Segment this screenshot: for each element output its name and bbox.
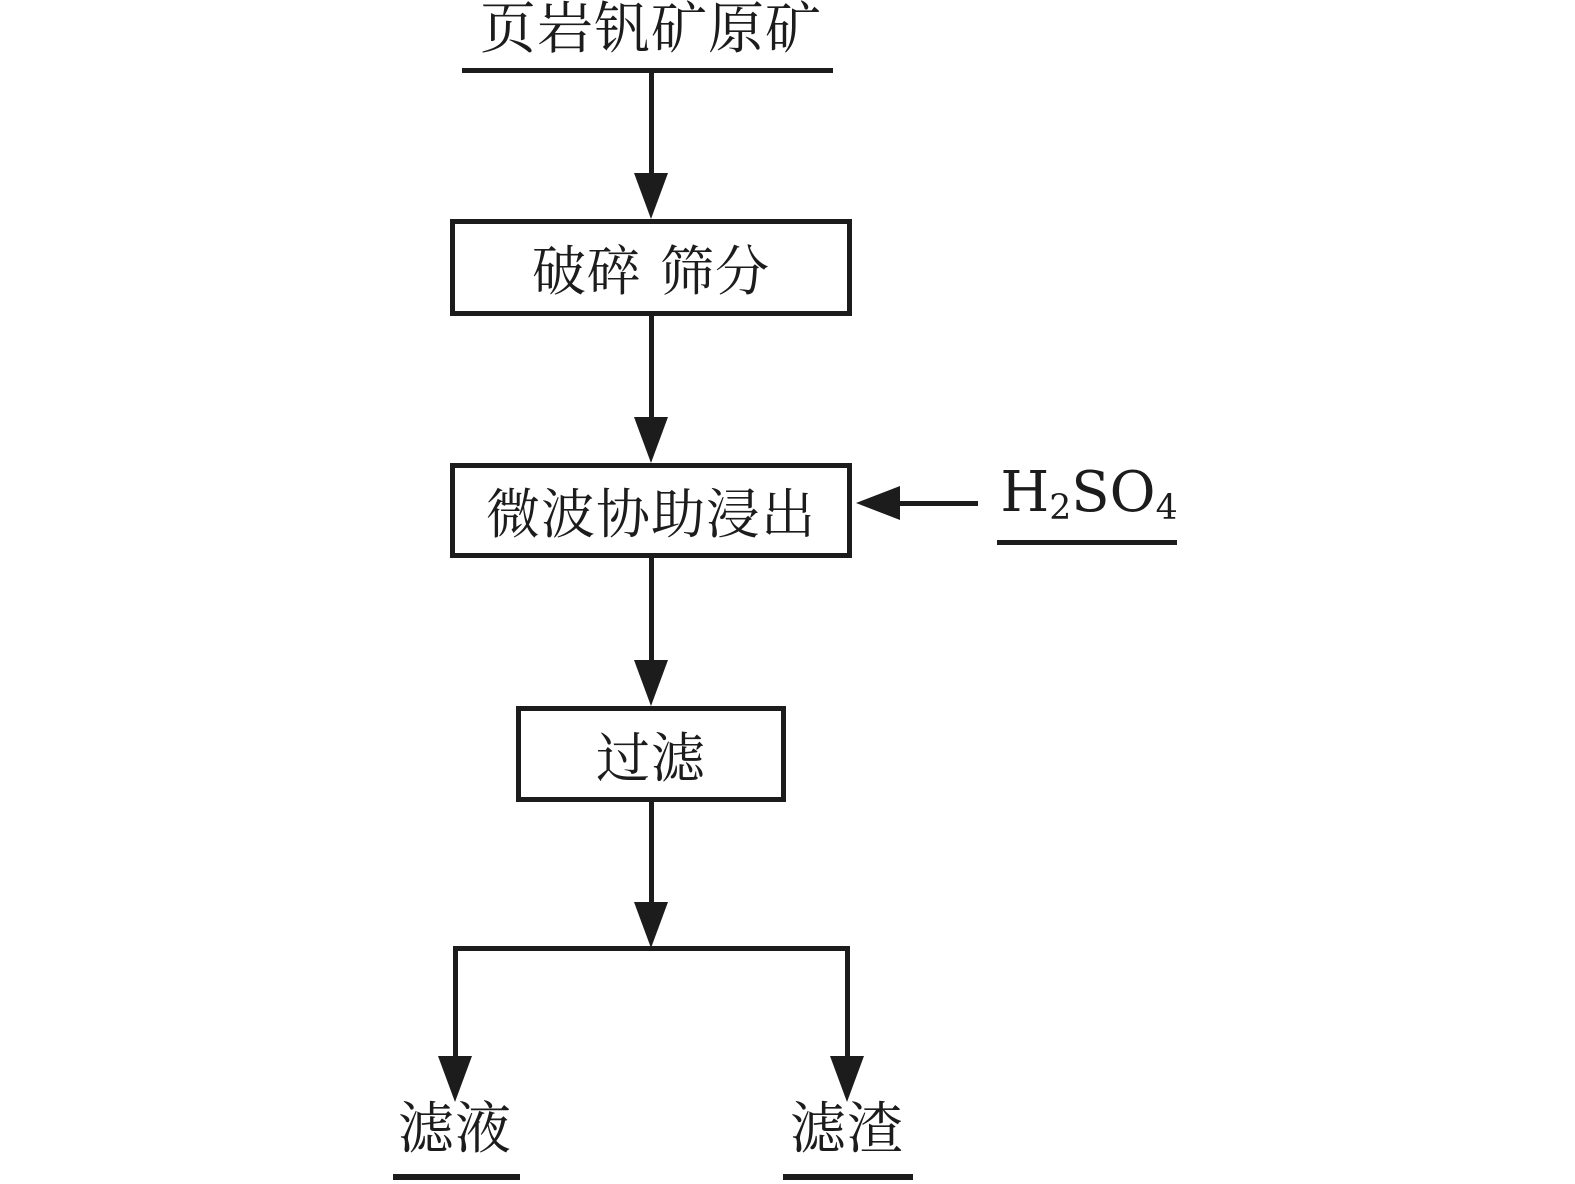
down-arrow-icon [830, 1056, 864, 1102]
source-underline [462, 68, 833, 73]
residue-underline [783, 1174, 913, 1180]
h2so4-underline [997, 540, 1177, 545]
process-box-label: 微波协助浸出 [486, 483, 816, 546]
down-arrow-icon [438, 1056, 472, 1102]
down-arrow-icon [634, 417, 668, 463]
formula-h: H [1000, 460, 1050, 525]
down-arrow-shaft [649, 802, 654, 904]
down-arrow-shaft [845, 946, 850, 1058]
process-box-microwave-assisted-leaching [450, 463, 852, 558]
left-arrow-shaft [898, 501, 978, 506]
formula-so: SO [1071, 460, 1156, 525]
output-label-residue: 滤渣 [790, 1097, 904, 1162]
down-arrow-icon [634, 173, 668, 219]
down-arrow-icon [634, 902, 668, 948]
down-arrow-icon [634, 660, 668, 706]
process-box-label: 过滤 [596, 726, 706, 790]
down-arrow-shaft [649, 73, 654, 177]
process-box-crushing-screening [450, 219, 852, 316]
down-arrow-shaft [453, 946, 458, 1058]
formula-sub-4: 4 [1155, 487, 1178, 528]
filtrate-underline [393, 1174, 520, 1180]
down-arrow-shaft [649, 316, 654, 420]
source-label: 页岩钒矿原矿 [480, 0, 822, 62]
down-arrow-shaft [649, 558, 654, 663]
left-arrow-icon [856, 486, 900, 520]
formula-sub-2: 2 [1049, 487, 1072, 528]
process-box-filtration [516, 706, 786, 802]
branch-connector-line [453, 946, 850, 951]
output-label-filtrate: 滤液 [398, 1097, 512, 1162]
process-box-label: 破碎 筛分 [531, 240, 771, 303]
h2so4-label [1000, 460, 1178, 528]
